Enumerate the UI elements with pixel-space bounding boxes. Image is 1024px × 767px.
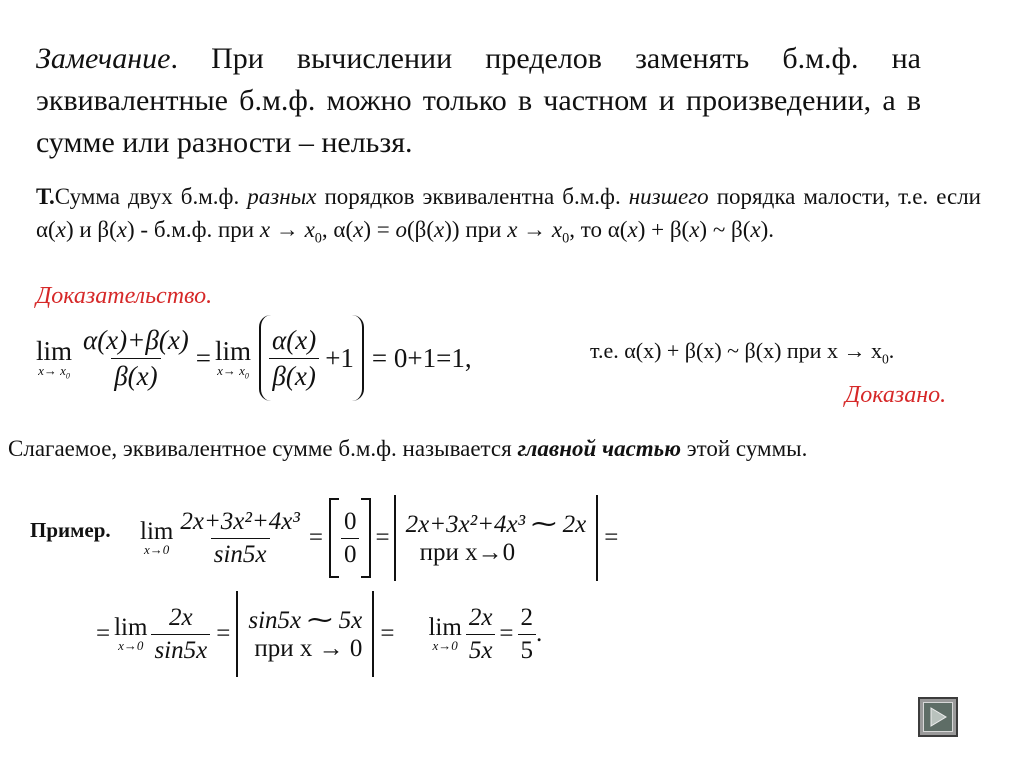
limit-operator [428,614,461,654]
theorem-text: → [270,217,305,242]
play-right-icon [923,702,953,732]
example-fraction-3 [466,604,496,665]
theorem-text: порядков эквивалентна б.м.ф. [316,184,629,209]
subscript-zero: 0 [314,230,322,247]
theorem-mark: Т. [36,184,55,209]
next-slide-button[interactable] [918,697,958,737]
fraction-numerator: 0 [343,507,357,535]
var-x: x [353,217,364,242]
fraction-denominator: 0 [341,538,360,569]
var-x: x [55,217,66,242]
fraction-denominator: sin5x [211,538,270,569]
theorem-text: )) при [444,217,508,242]
theorem-text: порядка малости, т.е. если α( [36,184,981,242]
fraction-denominator: β(x) [269,358,318,392]
equals-sign: = [96,620,111,647]
fraction-numerator: 2x [169,603,193,631]
remark-text: . При вычислении пределов заменять б.м.ф. на эквивалентные б.м.ф. можно только в частном и произведении, а в сумме или разности – нельзя. [36,42,921,159]
lim-subscript: x→0 [432,638,458,653]
proof-result: = 0+1=1, [371,342,472,373]
lim-text: lim [140,518,174,545]
proof-label: Доказательство. [36,283,213,309]
limit-operator [140,518,173,558]
var-x: x [507,217,518,242]
theorem-text: , α( [321,217,354,242]
equals-sign: = [380,620,395,647]
fraction-numerator: 2x+3x²+4x³ [180,507,300,535]
var-x: x [689,217,700,242]
limit-operator [215,336,251,381]
var-x: x [627,217,638,242]
summand-text: Слагаемое, эквивалентное сумме б.м.ф. называется [8,436,518,461]
example-fraction-1 [177,508,303,569]
conclusion-text: т.е. α(x) + β(x) ~ β(x) при x → x [590,338,882,363]
equals-sign: = [499,620,514,647]
equals-sign: = [216,620,231,647]
fraction-numerator: 2x [468,603,493,631]
example-row-1 [140,492,618,584]
theorem-text: ) - б.м.ф. при [127,217,260,242]
limit-operator [36,336,72,381]
lim-text: lim [428,614,462,641]
var-x: x [304,217,315,242]
equals-sign: = [604,524,619,551]
lim-subscript: $x\to x_0$ [38,362,70,381]
var-x: x [750,217,761,242]
lim-text: lim [36,335,73,366]
theorem-text: , то α( [569,217,628,242]
equivalence-statement: 2x+3x²+4x³ ⁓ 2x [405,511,587,538]
theorem-text: ). [760,217,775,242]
fraction-numerator: 2 [520,603,534,631]
subscript-zero: 0 [881,351,889,367]
proof-fraction [80,325,192,392]
subscript-zero: 0 [562,230,570,247]
little-o: o [395,217,407,242]
theorem-paragraph [36,180,981,256]
lim-subscript: $x\to x_0$ [217,362,249,381]
remark-paragraph [36,38,921,164]
theorem-text: Сумма двух б.м.ф. [54,184,248,209]
parenthesized-expression [259,315,364,401]
limit-operator [114,614,147,654]
remark-lead: Замечание [36,42,171,75]
summand-text: этой суммы. [681,436,808,461]
equivalence-statement: sin5x ⁓ 5x [248,607,363,634]
fraction-denominator: 5 [518,634,537,665]
theorem-text: ) + β( [637,217,690,242]
theorem-emph: низшего [628,184,709,209]
inner-fraction [269,325,319,392]
proof-conclusion [590,338,894,367]
example-row-2 [96,588,542,680]
theorem-text: ) ~ β( [699,217,751,242]
lim-text: lim [114,614,148,641]
principal-part-paragraph [8,432,978,465]
equivalence-condition-text: при x → 0 [254,635,363,662]
conclusion-end: . [888,338,895,363]
period: . [536,620,543,647]
example-fraction-4 [518,604,537,665]
equivalence-condition-text: при x→0 [419,539,516,566]
zero-over-zero [341,508,360,569]
equivalence-condition [236,591,374,677]
proof-formula [36,318,472,398]
fraction-denominator: sin5x [151,634,210,665]
indeterminate-form [329,498,372,578]
principal-part-term: главной частью [517,436,681,461]
fraction-denominator: β(x) [111,358,160,392]
var-x: x [434,217,445,242]
theorem-emph: разных [247,184,317,209]
equals-sign: = [375,524,390,551]
theorem-text: (β( [407,217,435,242]
example-fraction-2 [151,604,210,665]
fraction-numerator: α(x)+β(x) [83,324,189,355]
theorem-text: ) = [363,217,396,242]
equivalence-condition [394,495,599,581]
plus-one: +1 [325,342,354,373]
var-x: x [116,217,127,242]
theorem-text: → [517,217,552,242]
lim-subscript: x→0 [118,638,144,653]
theorem-text: ) и β( [65,217,117,242]
var-x: x [259,217,271,242]
equals-sign: = [195,342,212,373]
example-label: Пример. [30,518,111,542]
proven-label: Доказано. [845,382,947,408]
equals-sign: = [308,524,323,551]
fraction-denominator: 5x [466,634,496,665]
fraction-numerator: α(x) [272,324,317,355]
lim-text: lim [215,335,252,366]
var-x: x [551,217,563,242]
lim-subscript: x→0 [144,542,170,557]
